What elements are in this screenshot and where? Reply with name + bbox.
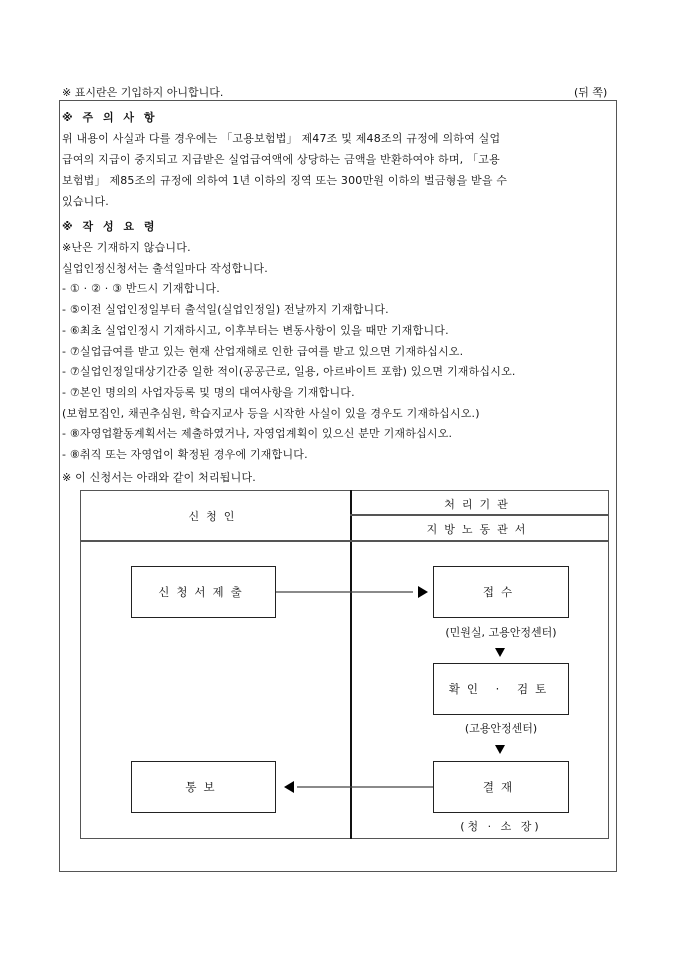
text-line: - ⑦실업급여를 받고 있는 현재 산업재해로 인한 급여를 받고 있으면 기재하십시오. [62,344,464,358]
page-side-label: (뒤 쪽) [574,86,608,99]
step-receive-label: 접수 [482,585,520,599]
arrow-left-icon [284,781,294,793]
text-line: 실업인정신청서는 출석일마다 작성합니다. [62,261,268,275]
step-submit-label: 신청서제출 [158,585,249,599]
text-line: - ⑧자영업활동계획서는 제출하였거나, 자영업계획이 있으신 분만 기재하십시오. [62,427,453,441]
process-note: ※ 이 신청서는 아래와 같이 처리됩니다. [62,471,256,484]
text-line: (보험모집인, 채권추심원, 학습지교사 등을 시작한 사실이 있을 경우도 기재하십시오.) [62,406,480,420]
text-line: - ① · ② · ③ 반드시 기재합니다. [62,282,220,296]
arrow-down-icon [495,745,505,754]
text-line: - ⑤이전 실업인정일부터 출석일(실업인정일) 전날까지 기재합니다. [62,303,389,317]
step-review-label: 확인 · 검토 [448,682,554,696]
text-line: - ⑥최초 실업인정시 기재하시고, 이후부터는 변동사항이 있을 때만 기재합니다. [62,323,449,337]
agency-subheader: 지방노동관서 [426,523,533,536]
approve-caption: (청 · 소 장) [460,820,542,833]
step-notify-label: 통보 [185,780,222,794]
arrow-down-icon [495,648,505,657]
step-approve-label: 결재 [482,780,520,794]
text-line: - ⑦실업인정일대상기간중 일한 적이(공공근로, 일용, 아르바이트 포함) 있으면 기재하십시오. [62,365,516,379]
agency-header: 처리기관 [444,498,515,511]
text-line: 보험법」 제85조의 규정에 의하여 1년 이하의 징역 또는 300만원 이하의 벌금형을 받을 수 [62,174,508,187]
text-line: - ⑧취직 또는 자영업이 확정된 경우에 기재합니다. [62,448,308,461]
caution-title: ※ 주 의 사 항 [62,111,158,124]
arrow-right-icon [418,586,428,598]
text-line: 위 내용이 사실과 다를 경우에는 「고용보험법」 제47조 및 제48조의 규정에 의하여 실업 [62,132,501,145]
text-line: - ⑦본인 명의의 사업자등록 및 명의 대여사항을 기재합니다. [62,385,355,399]
text-line: 급여의 지급이 중지되고 지급받은 실업급여액에 상당하는 금액을 반환하여야 하며, 「고용 [62,153,500,166]
text-line: ※난은 기재하지 않습니다. [62,241,191,254]
instructions-title: ※ 작 성 요 령 [62,220,158,233]
applicant-header: 신청인 [188,510,242,523]
receive-caption: (민원실, 고용안정센터) [445,626,557,639]
review-caption: (고용안정센터) [464,722,538,735]
header-note: ※ 표시란은 기입하지 아니합니다. [62,86,224,99]
text-line: 있습니다. [62,195,110,208]
